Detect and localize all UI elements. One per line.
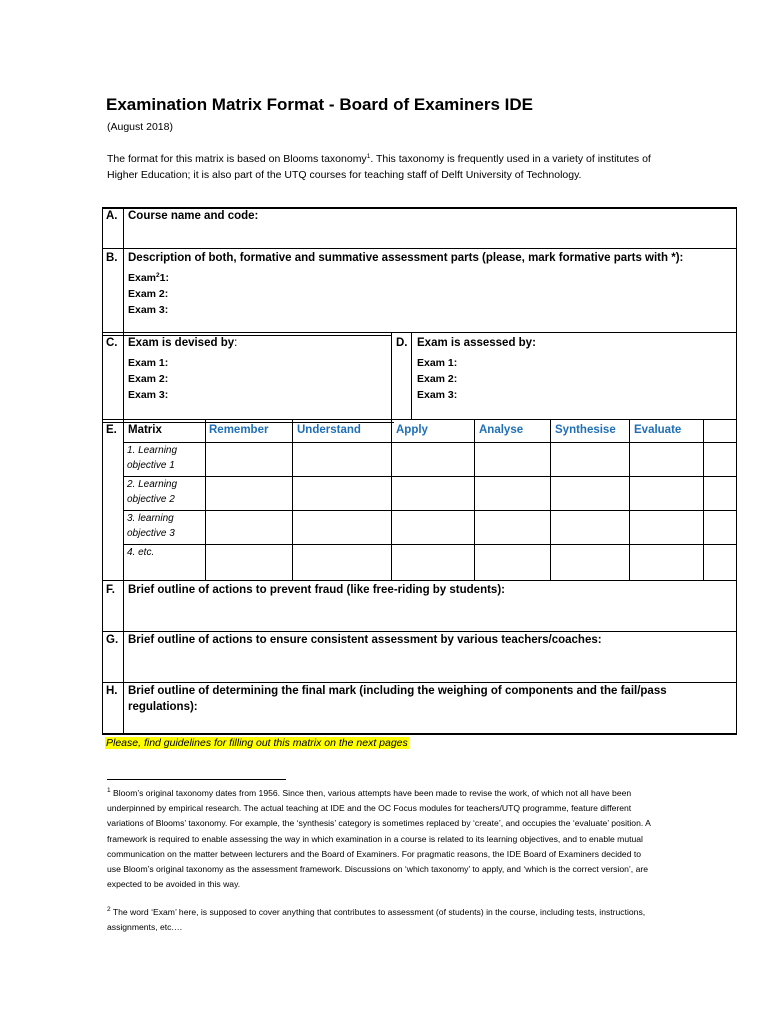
final-mark-label: Brief outline of determining the final mark (including the weighing of components and the fail/pass [128, 685, 667, 697]
guidelines-note: Please, find guidelines for filling out this matrix on the next pages [106, 737, 408, 749]
section-c-exam-2: Exam 2: [128, 373, 169, 385]
section-f-letter: F. [106, 584, 115, 596]
learning-objective-row: 2. Learning objective 2 [127, 479, 178, 505]
document-date: (August 2018) [107, 121, 173, 133]
intro-paragraph: The format for this matrix is based on Blooms taxonomy$^1$. This taxonomy is frequently used in a variety of institutes of Higher Education; it is also part of the UTQ courses for teaching staff of Delft University of Technology. [107, 153, 651, 181]
section-h-letter: H. [106, 685, 118, 697]
section-c-letter: C. [106, 337, 118, 349]
section-c-exam-1: Exam 1: [128, 357, 169, 369]
page-title: Examination Matrix Format - Board of Examiners IDE [106, 95, 533, 114]
column-synthesise: Synthesise [555, 424, 616, 436]
learning-objective-row: 4. etc. [127, 547, 155, 558]
section-d-exam-2: Exam 2: [417, 373, 458, 385]
footnote-1: $^1$ Bloom’s original taxonomy dates from 1956. Since then, various attempts have been made to revise the work, of which not all have been underpinned by empirical research. The actual teaching at IDE and the OC Focus modules for teachers/UTQ programme, feature different variations of Blooms’ taxonomy. For example, the ‘synthesis’ category is sometimes replaced by ‘create’, and occupies the ‘evaluate’ position. A framework is required to enable assessing the way in which examination in a course is related to its learning objectives, and to enable mutual communication on the matter between lecturers and the Board of Examiners. For pragmatic reasons, the IDE Board of Examiners decided to use Bloom’s original taxonomy as the assessment framework. Discussions on ‘which taxonomy’ to apply, and ‘which is the correct version’, are expected to be avoided in this way. [107, 787, 651, 890]
section-a-letter: A. [106, 210, 118, 222]
section-c-exam-3: Exam 3: [128, 389, 169, 401]
assessed-by-label: Exam is assessed by: [417, 337, 536, 349]
column-remember: Remember [209, 424, 269, 436]
footnote-divider [107, 779, 286, 780]
footnote-ref-1[interactable]: 1 [366, 153, 371, 160]
column-analyse: Analyse [479, 424, 524, 436]
final-mark-label-continued: regulations): [128, 701, 198, 713]
column-apply: Apply [396, 424, 428, 436]
section-d-letter: D. [396, 337, 408, 349]
consistent-assessment-label: Brief outline of actions to ensure consistent assessment by various teachers/coaches: [128, 634, 602, 646]
section-b-exam-1: Exam$^2$1: [128, 272, 169, 284]
fraud-prevention-label: Brief outline of actions to prevent fraud (like free-riding by students): [128, 584, 505, 596]
section-b-exam-3: Exam 3: [128, 304, 169, 316]
section-b-letter: B. [106, 252, 118, 264]
footnote-2: $^2$ The word ‘Exam’ here, is supposed to cover anything that contributes to assessment (of students) in the course, including tests, instructions, assignments, etc.… [107, 906, 646, 933]
section-e-letter: E. [106, 424, 117, 436]
learning-objective-row: 1. Learning objective 1 [127, 445, 178, 471]
assessment-description-label: Description of both, formative and summative assessment parts (please, mark formative parts with *): [128, 252, 684, 264]
section-d-exam-3: Exam 3: [417, 389, 458, 401]
devised-by-label: Exam is devised by: [128, 337, 238, 349]
learning-objective-row: 3. learning objective 3 [127, 513, 175, 539]
column-understand: Understand [297, 424, 361, 436]
matrix-label: Matrix [128, 424, 162, 436]
section-g-letter: G. [106, 634, 119, 646]
course-name-label: Course name and code: [128, 210, 259, 222]
section-b-exam-2: Exam 2: [128, 288, 169, 300]
column-evaluate: Evaluate [634, 424, 682, 436]
section-d-exam-1: Exam 1: [417, 357, 458, 369]
